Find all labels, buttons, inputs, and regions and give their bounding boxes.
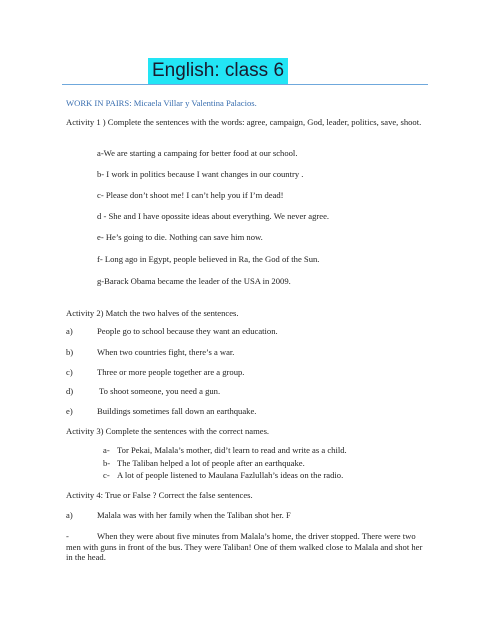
activity2-heading: Activity 2) Match the two halves of the sentences.: [66, 308, 239, 318]
activity1-sentence-b: b- I work in politics because I want changes in our country .: [97, 169, 304, 179]
page-title: English: class 6: [148, 58, 288, 84]
work-in-pairs-line: WORK IN PAIRS: Micaela Villar y Valentina Palacios.: [66, 98, 257, 108]
activity2-label-c: c): [66, 367, 73, 377]
activity2-label-b: b): [66, 347, 74, 357]
activity2-label-e: e): [66, 406, 73, 416]
activity3-label-b: b-: [103, 458, 111, 468]
activity2-label-a: a): [66, 326, 73, 336]
activity2-text-a: People go to school because they want an education.: [97, 326, 278, 336]
activity2-text-d: To shoot someone, you need a gun.: [99, 386, 221, 396]
activity1-sentence-f: f- Long ago in Egypt, people believed in Ra, the God of the Sun.: [97, 254, 320, 264]
activity1-sentence-d: d - She and I have opossite ideas about everything. We never agree.: [97, 211, 330, 221]
activity4-text-a: Malala was with her family when the Taliban shot her. F: [97, 510, 291, 520]
activity4-dash-label: -: [66, 531, 69, 541]
activity3-label-a: a-: [103, 445, 110, 455]
activity3-heading: Activity 3) Complete the sentences with the correct names.: [66, 426, 270, 436]
activity2-label-d: d): [66, 386, 74, 396]
activity1-sentence-g: g-Barack Obama became the leader of the USA in 2009.: [97, 276, 291, 286]
activity4-heading: Activity 4: True or False ? Correct the false sentences.: [66, 490, 253, 500]
activity4-dash-text: When they were about five minutes from Malala’s home, the driver stopped. There were two men with guns in front of the bus. They were Taliban! One of them walked close to Malala and shot her in the head.: [66, 531, 423, 563]
activity3-text-a: Tor Pekai, Malala’s mother, did’t learn to read and write as a child.: [117, 445, 347, 455]
activity4-label-a: a): [66, 510, 73, 520]
activity3-text-c: A lot of people listened to Maulana Fazlullah’s ideas on the radio.: [117, 470, 344, 480]
activity3-label-c: c-: [103, 470, 110, 480]
activity3-text-b: The Taliban helped a lot of people after an earthquake.: [117, 458, 305, 468]
activity2-text-c: Three or more people together are a group.: [97, 367, 245, 377]
activity1-heading: Activity 1 ) Complete the sentences with the words: agree, campaign, God, leader, politics, save, shoot.: [66, 117, 422, 127]
activity1-sentence-a: a-We are starting a campaing for better food at our school.: [97, 148, 298, 158]
activity2-text-b: When two countries fight, there’s a war.: [97, 347, 235, 357]
activity2-text-e: Buildings sometimes fall down an earthquake.: [97, 406, 257, 416]
activity1-sentence-e: e- He’s going to die. Nothing can save him now.: [97, 232, 263, 242]
title-underline: [62, 84, 428, 85]
activity1-sentence-c: c- Please don’t shoot me! I can’t help you if I’m dead!: [97, 190, 284, 200]
